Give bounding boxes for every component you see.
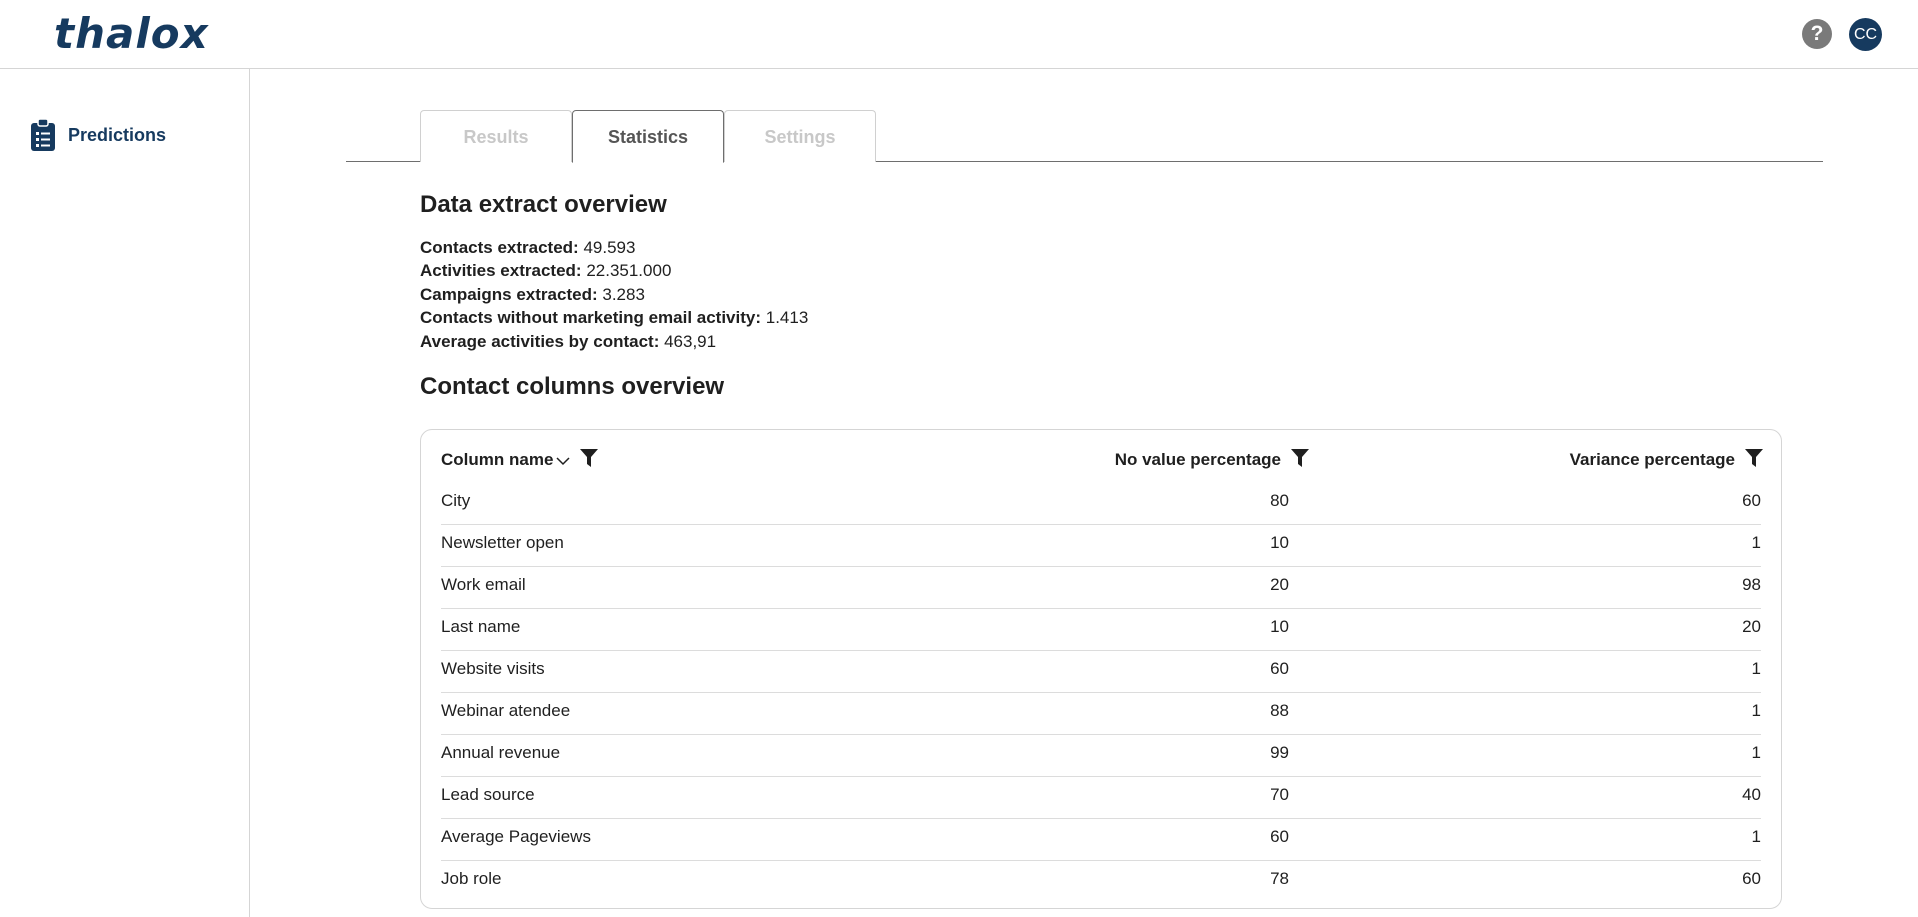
cell-column-name: Annual revenue — [441, 743, 561, 762]
variance-percentage-header[interactable] — [1570, 448, 1763, 472]
stat-label: Activities extracted: — [420, 261, 582, 280]
cell-variance-percentage: 20 — [1742, 617, 1761, 636]
stat-label: Campaigns extracted: — [420, 285, 598, 304]
stat-label: Contacts extracted: — [420, 238, 579, 257]
cell-no-value-percentage: 99 — [1270, 743, 1289, 762]
no-value-percentage-header[interactable] — [1115, 448, 1309, 472]
table-row[interactable] — [441, 818, 1761, 860]
cell-no-value-percentage: 78 — [1270, 869, 1289, 888]
top-header — [0, 0, 1918, 69]
thalox-logo[interactable] — [54, 10, 209, 58]
column-name-header[interactable] — [441, 448, 598, 472]
cell-variance-percentage: 1 — [1751, 533, 1761, 552]
cell-column-name: Average Pageviews — [441, 827, 591, 846]
stat-value: 22.351.000 — [586, 261, 672, 280]
row-divider — [441, 776, 1761, 777]
cell-no-value-percentage: 20 — [1270, 575, 1289, 594]
filter-icon[interactable] — [580, 448, 598, 473]
stat-contacts-extracted — [420, 238, 635, 258]
tab-statistics[interactable]: Statistics — [572, 110, 724, 163]
stat-value: 1.413 — [765, 308, 809, 327]
cell-variance-percentage: 1 — [1751, 659, 1761, 678]
cell-column-name: City — [441, 491, 471, 510]
stat-campaigns-extracted — [420, 285, 645, 305]
cell-no-value-percentage: 60 — [1270, 827, 1289, 846]
cell-column-name: Work email — [441, 575, 526, 594]
stat-value: 463,91 — [664, 332, 717, 351]
header-label: Variance percentage — [1569, 450, 1735, 469]
cell-variance-percentage: 60 — [1742, 869, 1761, 888]
row-divider — [441, 566, 1761, 567]
cell-variance-percentage: 1 — [1751, 701, 1761, 720]
stat-activities-extracted — [420, 261, 671, 281]
cell-variance-percentage: 98 — [1742, 575, 1761, 594]
logo-text: thalox — [54, 9, 209, 58]
clipboard-list-icon — [30, 118, 56, 152]
contact-columns-table — [420, 429, 1782, 909]
row-divider — [441, 860, 1761, 861]
cell-column-name: Lead source — [441, 785, 535, 804]
cell-column-name: Webinar atendee — [441, 701, 571, 720]
cell-column-name: Website visits — [441, 659, 545, 678]
cell-no-value-percentage: 70 — [1270, 785, 1289, 804]
row-divider — [441, 692, 1761, 693]
stat-value: 49.593 — [583, 238, 636, 257]
row-divider — [441, 734, 1761, 735]
cell-column-name: Newsletter open — [441, 533, 564, 552]
table-row[interactable] — [441, 524, 1761, 566]
data-extract-overview-title: Data extract overview — [420, 191, 667, 218]
table-row[interactable] — [441, 692, 1761, 734]
stat-average-activities — [420, 332, 716, 352]
cell-no-value-percentage: 60 — [1270, 659, 1289, 678]
cell-no-value-percentage: 10 — [1270, 617, 1289, 636]
row-divider — [441, 608, 1761, 609]
header-label: No value percentage — [1114, 450, 1281, 469]
cell-variance-percentage: 40 — [1742, 785, 1761, 804]
stat-label: Contacts without marketing email activity: — [420, 308, 762, 327]
tab-results[interactable]: Results — [420, 110, 572, 162]
tab-bar — [346, 109, 1823, 162]
row-divider — [441, 524, 1761, 525]
table-row[interactable] — [441, 650, 1761, 692]
table-row[interactable] — [441, 566, 1761, 608]
stat-value: 3.283 — [602, 285, 645, 304]
table-row[interactable] — [441, 608, 1761, 650]
cell-no-value-percentage: 80 — [1270, 491, 1289, 510]
help-icon[interactable]: ? — [1802, 19, 1832, 49]
stat-contacts-without-email-activity — [420, 308, 808, 328]
table-row[interactable] — [441, 776, 1761, 818]
row-divider — [441, 818, 1761, 819]
sidebar-item-predictions[interactable] — [30, 117, 166, 153]
row-divider — [441, 650, 1761, 651]
cell-column-name: Job role — [441, 869, 502, 888]
cell-variance-percentage: 1 — [1751, 827, 1761, 846]
cell-no-value-percentage: 88 — [1270, 701, 1289, 720]
stat-label: Average activities by contact: — [420, 332, 660, 351]
header-label: Column name — [441, 450, 554, 469]
contact-columns-overview-title: Contact columns overview — [420, 373, 725, 400]
cell-no-value-percentage: 10 — [1270, 533, 1289, 552]
user-avatar[interactable]: CC — [1849, 18, 1882, 51]
tab-settings[interactable]: Settings — [724, 110, 876, 162]
table-row[interactable] — [441, 860, 1761, 902]
chevron-down-icon[interactable] — [556, 451, 570, 471]
cell-variance-percentage: 1 — [1751, 743, 1761, 762]
table-row[interactable] — [441, 482, 1761, 524]
sidebar-item-label: Predictions — [68, 124, 167, 145]
cell-column-name: Last name — [441, 617, 521, 636]
filter-icon[interactable] — [1291, 448, 1309, 473]
filter-icon[interactable] — [1745, 448, 1763, 473]
sidebar — [0, 69, 250, 917]
cell-variance-percentage: 60 — [1742, 491, 1761, 510]
table-row[interactable] — [441, 734, 1761, 776]
